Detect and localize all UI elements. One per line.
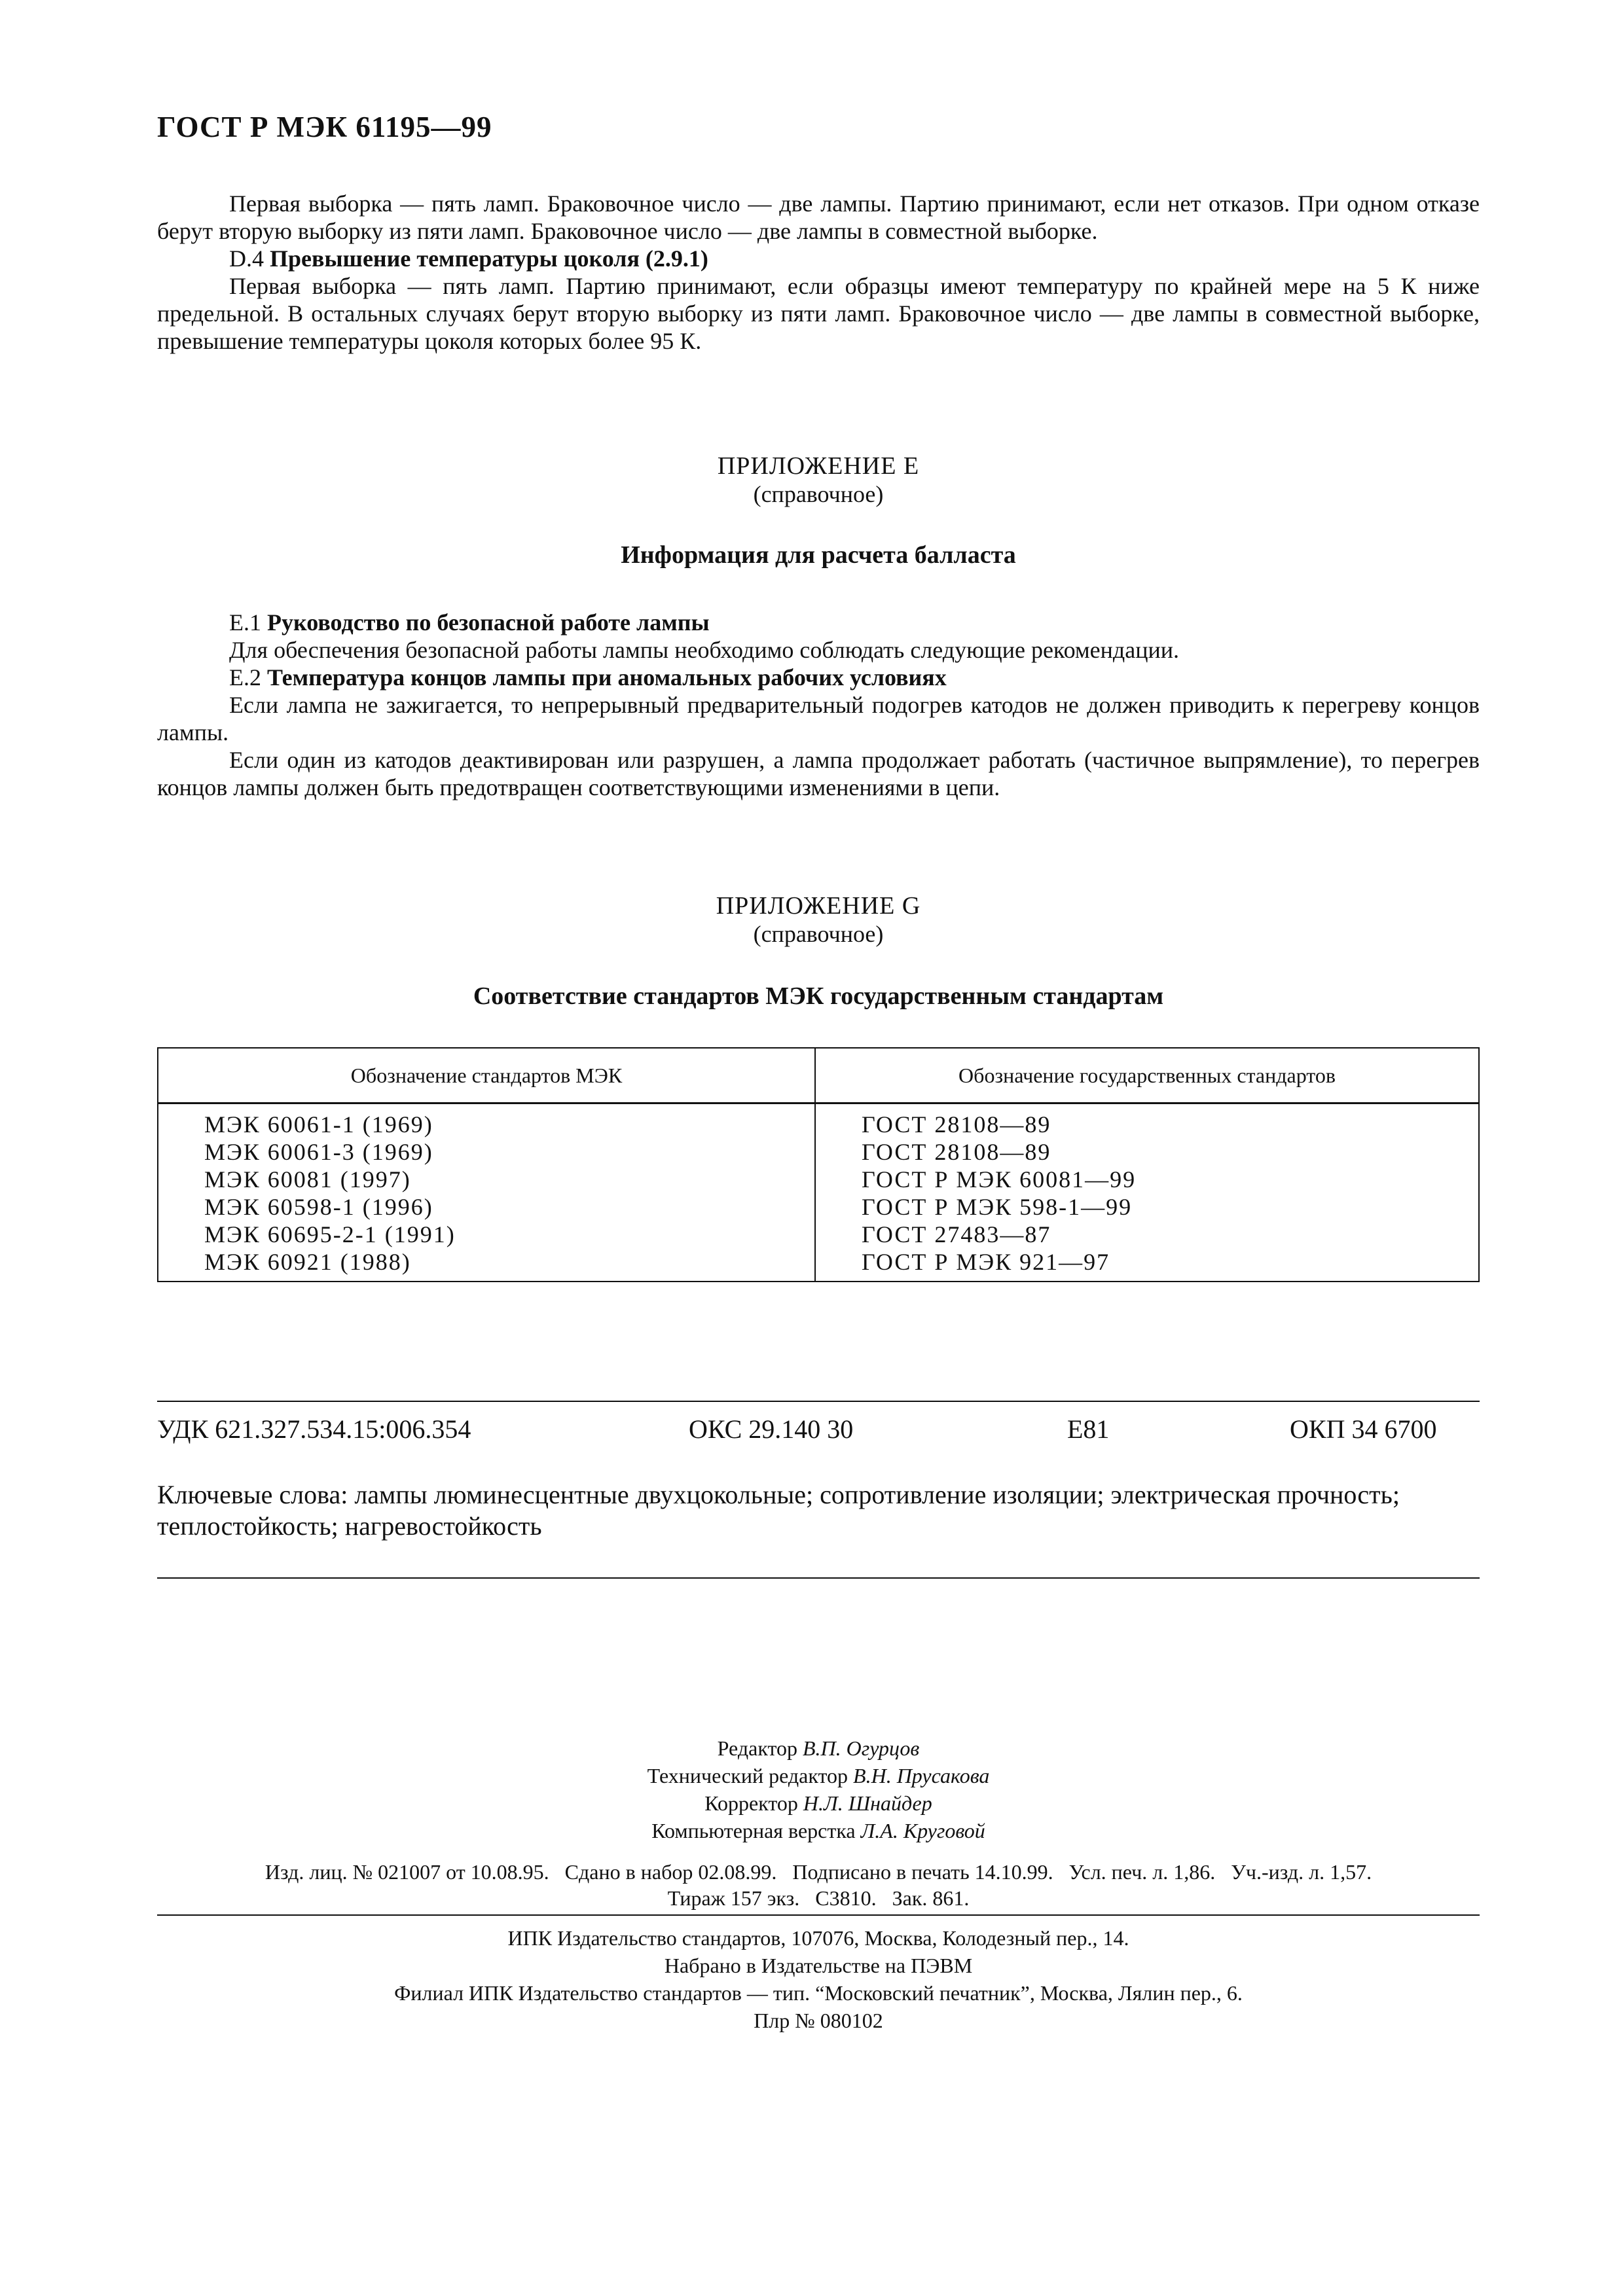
gost-item: ГОСТ 28108—89 bbox=[862, 1139, 1051, 1165]
credits-block bbox=[157, 1734, 1480, 1844]
e1-text: Для обеспечения безопасной работы лампы необходимо соблюдать следующие рекомендации. bbox=[229, 637, 1180, 663]
iec-item: МЭК 60081 (1997) bbox=[204, 1166, 411, 1193]
editor-label: Редактор bbox=[717, 1736, 797, 1760]
appendix-e-subtitle: (справочное) bbox=[753, 481, 884, 507]
iec-item: МЭК 60061-1 (1969) bbox=[204, 1111, 433, 1138]
udk-code: УДК 621.327.534.15:006.354 bbox=[157, 1414, 471, 1444]
okp-code: ОКП 34 6700 bbox=[1290, 1414, 1437, 1444]
table-header-gost: Обозначение государственных стандартов bbox=[815, 1048, 1479, 1103]
iec-item: МЭК 60695-2-1 (1991) bbox=[204, 1221, 456, 1247]
iec-item: МЭК 60921 (1988) bbox=[204, 1249, 411, 1275]
corrector-label: Корректор bbox=[704, 1791, 798, 1815]
appendix-e-header bbox=[157, 452, 1480, 508]
appendix-g-heading-block bbox=[157, 982, 1480, 1011]
tech-editor-line bbox=[157, 1762, 1480, 1789]
gost-item: ГОСТ 28108—89 bbox=[862, 1111, 1051, 1138]
iec-item: МЭК 60598-1 (1996) bbox=[204, 1194, 433, 1220]
divider-imprint bbox=[157, 1914, 1480, 1916]
iec-column bbox=[158, 1103, 815, 1282]
gost-item: ГОСТ 27483—87 bbox=[862, 1221, 1051, 1247]
d4-title: Превышение температуры цоколя (2.9.1) bbox=[270, 245, 708, 272]
standards-table bbox=[157, 1047, 1480, 1282]
d4-heading bbox=[157, 245, 1480, 272]
publisher-line-3: Филиал ИПК Издательство стандартов — тип. “Московский печатник”, Москва, Лялин пер., 6. bbox=[394, 1981, 1243, 2005]
editor-name: В.П. Огурцов bbox=[803, 1736, 920, 1760]
table-header-row bbox=[158, 1048, 1479, 1103]
appendix-e-body bbox=[157, 609, 1480, 801]
table-row bbox=[158, 1103, 1479, 1282]
layout-line bbox=[157, 1817, 1480, 1844]
intro-paragraph-2: Первая выборка — пять ламп. Партию принимают, если образцы имеют температуру по крайней мере на 5 К ниже предельной. В остальных случаях берут вторую выборку из пяти ламп. Браковочное число — две лампы в совместной выборке, превышение температуры цоколя которых более 95 К. bbox=[157, 273, 1480, 354]
layout-name: Л.А. Круговой bbox=[860, 1819, 985, 1842]
e81-code: Е81 bbox=[1067, 1414, 1110, 1444]
appendix-g-title: ПРИЛОЖЕНИЕ G bbox=[716, 892, 921, 920]
e1-title: Руководство по безопасной работе лампы bbox=[267, 609, 710, 636]
intro-section bbox=[157, 190, 1480, 355]
imprint-line-2: Тираж 157 экз. С3810. Зак. 861. bbox=[667, 1886, 970, 1910]
e2-text-1: Если лампа не зажигается, то непрерывный предварительный подогрев катодов не должен приводить к перегреву концов лампы. bbox=[157, 692, 1480, 745]
appendix-e-heading: Информация для расчета балласта bbox=[621, 541, 1016, 569]
appendix-e-heading-block bbox=[157, 541, 1480, 569]
appendix-g-header bbox=[157, 891, 1480, 948]
oks-code: ОКС 29.140 30 bbox=[689, 1414, 854, 1444]
corrector-line bbox=[157, 1789, 1480, 1817]
table-header-iec: Обозначение стандартов МЭК bbox=[158, 1048, 815, 1103]
iec-item: МЭК 60061-3 (1969) bbox=[204, 1139, 433, 1165]
editor-line bbox=[157, 1734, 1480, 1762]
tech-editor-label: Технический редактор bbox=[647, 1764, 848, 1787]
publisher-line-2: Набрано в Издательстве на ПЭВМ bbox=[664, 1954, 973, 1977]
publisher-line-4: Плр № 080102 bbox=[754, 2009, 883, 2032]
gost-item: ГОСТ Р МЭК 60081—99 bbox=[862, 1166, 1137, 1193]
tech-editor-name: В.Н. Прусакова bbox=[853, 1764, 990, 1787]
gost-item: ГОСТ Р МЭК 921—97 bbox=[862, 1249, 1110, 1275]
document-page bbox=[157, 0, 1480, 2296]
e1-number: Е.1 bbox=[229, 609, 261, 636]
gost-column bbox=[815, 1103, 1479, 1282]
imprint-line-1: Изд. лиц. № 021007 от 10.08.95. Сдано в набор 02.08.99. Подписано в печать 14.10.99. Усл. печ. л. 1,86. Уч.-изд. л. 1,57. bbox=[264, 1860, 1372, 1884]
d4-number: D.4 bbox=[229, 245, 264, 272]
page-header-title: ГОСТ Р МЭК 61195—99 bbox=[157, 111, 492, 143]
e2-heading bbox=[157, 664, 1480, 691]
keywords-text: Ключевые слова: лампы люминесцентные двухцокольные; сопротивление изоляции; электрическая прочность; теплостойкость; нагревостойкость bbox=[157, 1480, 1400, 1541]
imprint-block bbox=[157, 1859, 1480, 1911]
e2-title: Температура концов лампы при аномальных рабочих условиях bbox=[267, 664, 947, 691]
e1-heading bbox=[157, 609, 1480, 636]
appendix-g-subtitle: (справочное) bbox=[753, 921, 884, 947]
intro-paragraph-1: Первая выборка — пять ламп. Браковочное число — две лампы. Партию принимают, если нет отказов. При одном отказе берут вторую выборку из пяти ламп. Браковочное число — две лампы в совместной выборке. bbox=[157, 190, 1480, 244]
corrector-name: Н.Л. Шнайдер bbox=[803, 1791, 932, 1815]
divider-keywords bbox=[157, 1577, 1480, 1579]
appendix-e-title: ПРИЛОЖЕНИЕ Е bbox=[717, 452, 920, 480]
gost-item: ГОСТ Р МЭК 598-1—99 bbox=[862, 1194, 1133, 1220]
e2-number: Е.2 bbox=[229, 664, 261, 691]
publisher-block bbox=[157, 1924, 1480, 2034]
layout-label: Компьютерная верстка bbox=[651, 1819, 856, 1842]
divider-top bbox=[157, 1401, 1480, 1402]
appendix-g-heading: Соответствие стандартов МЭК государственным стандартам bbox=[473, 982, 1164, 1010]
e2-text-2: Если один из катодов деактивирован или разрушен, а лампа продолжает работать (частичное выпрямление), то перегрев концов лампы должен быть предотвращен соответствующими изменениями в цепи. bbox=[157, 747, 1480, 800]
publisher-line-1: ИПК Издательство стандартов, 107076, Москва, Колодезный пер., 14. bbox=[507, 1926, 1129, 1950]
